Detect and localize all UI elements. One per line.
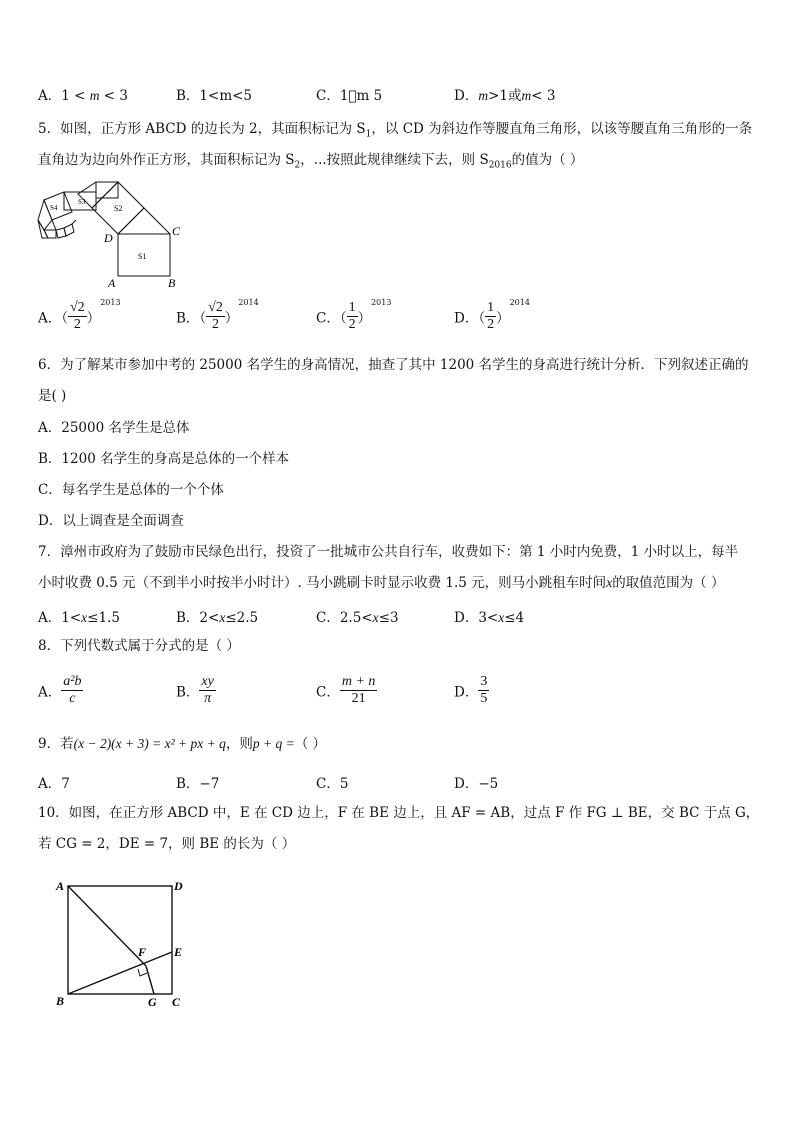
q9-option-d: D．−5 <box>454 776 499 792</box>
q5-option-b: B．（ $\frac{√2}{2}$ ）$^{2014}$ <box>176 298 259 332</box>
q7-text-line1: 7．漳州市政府为了鼓励市民绿色出行，投资了一批城市公共自行车，收费如下：第 1 小时内免费，1 小时以上，每半 <box>38 544 739 560</box>
q5-option-d: D．（ $\frac{1}{2}$ ）$^{2014}$ <box>454 298 530 332</box>
q6-option-a: A．25000 名学生是总体 <box>38 420 190 436</box>
label-d: D <box>174 879 183 893</box>
segment-be <box>68 952 172 994</box>
q6-text-line1: 6．为了解某市参加中考的 25000 名学生的身高情况，抽查了其中 1200 名学生的身高进行统计分析．下列叙述正确的 <box>38 357 749 373</box>
q9-text-line1: 9．若(x − 2)(x + 3) = x² + px + q，则p + q =（ ） <box>38 736 327 752</box>
q5-option-c: C．（ $\frac{1}{2}$ ）$^{2013}$ <box>316 298 392 332</box>
label-e: E <box>174 945 183 959</box>
q5-text-line1: 5．如图，正方形 ABCD 的边长为 2，其面积标记为 $S_1$，以 CD 为斜边作等腰直角三角形，以该等腰直角三角形的一条 <box>38 121 753 140</box>
label-g: G <box>148 995 157 1009</box>
q8-option-d: D． $\frac{3}{5}$ <box>454 674 488 706</box>
q9-option-b: B．−7 <box>176 776 220 792</box>
q9-option-a: A．7 <box>38 776 70 792</box>
q8-option-a: A． $\frac{\text{a²b}}{c}$ <box>38 674 82 706</box>
q4-option-b: B．1<m<5 <box>176 88 253 104</box>
q10-text-line2: 若 CG = 2，DE = 7，则 BE 的长为（ ） <box>38 836 296 852</box>
q5-text-line2: 直角边为边向外作正方形，其面积标记为 $S_2$，...按照此规律继续下去，则 $S_{2016}$的值为（ ） <box>38 152 584 171</box>
square-s4 <box>44 192 72 220</box>
q8-option-b: B． $\frac{xy}{\pi}$ <box>176 674 214 706</box>
label-b: B <box>56 994 65 1008</box>
q8-option-c: C． $\frac{m + n}{21}$ <box>316 674 376 706</box>
label-c: C <box>172 224 181 238</box>
q7-option-d: D．3<x≤4 <box>454 610 525 626</box>
q5-option-a: A．（ $\frac{√2}{2}$ ）$^{2013}$ <box>38 298 121 332</box>
label-s2: S2 <box>114 204 123 213</box>
q4-option-a: A．1 < m < 3 <box>38 88 128 104</box>
label-s1: S1 <box>138 252 147 261</box>
q10-square-figure <box>50 872 200 1012</box>
q7-option-c: C．2.5<x≤3 <box>316 610 399 626</box>
label-s3: S3 <box>78 198 86 206</box>
q6-option-c: C．每名学生是总体的一个个体 <box>38 482 224 498</box>
q7-text-line2: 小时收费 0.5 元（不到半小时按半小时计）. 马小跳刷卡时显示收费 1.5 元，则马小跳租车时间x的取值范围为（ ） <box>38 575 725 591</box>
label-c: C <box>172 995 181 1009</box>
label-f: F <box>138 945 147 959</box>
q6-option-d: D．以上调查是全面调查 <box>38 513 184 529</box>
segment-fg <box>146 966 154 994</box>
label-d: D <box>104 231 113 245</box>
q4-option-d: D．m>1或m< 3 <box>454 88 556 104</box>
q7-option-a: A．1<x≤1.5 <box>38 610 120 626</box>
q9-option-c: C．5 <box>316 776 349 792</box>
q7-option-b: B．2<x≤2.5 <box>176 610 259 626</box>
label-s4: S4 <box>50 204 58 212</box>
q4-option-c: C．1􀀂m 5 <box>316 88 383 104</box>
q8-text-line1: 8．下列代数式属于分式的是（ ） <box>38 638 240 654</box>
q6-option-b: B．1200 名学生的身高是总体的一个样本 <box>38 451 290 467</box>
q5-spiral-squares-figure <box>34 180 194 292</box>
segment-af <box>68 886 146 966</box>
label-a: A <box>108 276 116 290</box>
q6-text-line2: 是( ) <box>38 388 67 404</box>
label-a: A <box>56 879 65 893</box>
q10-text-line1: 10．如图，在正方形 ABCD 中，E 在 CD 边上，F 在 BE 边上，且 AF = AB，过点 F 作 FG ⊥ BE，交 BC 于点 G， <box>38 805 760 821</box>
label-b: B <box>168 276 176 290</box>
